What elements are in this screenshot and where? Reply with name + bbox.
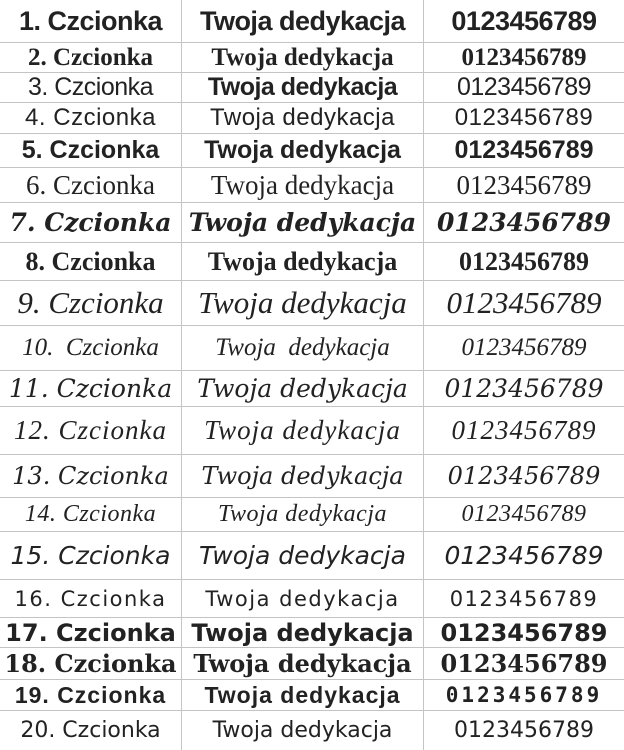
font-sample-label: 1. Czcionka (0, 0, 182, 42)
font-sample-label: 20. Czcionka (0, 711, 182, 750)
font-row-14 (0, 498, 624, 532)
dedication-sample: Twoja dedykacja (182, 532, 424, 579)
font-sample-label: 9. Czcionka (0, 281, 182, 325)
font-row-17 (0, 618, 624, 648)
digits-sample: 0123456789 (447, 462, 601, 490)
dedication-sample: Twoja dedykacja (182, 134, 424, 167)
digits-sample: 0123456789 (445, 683, 603, 707)
font-sample-label: 7. Czcionka (0, 203, 182, 242)
font-row-6 (0, 168, 624, 203)
dedication-sample: Twoja dedykacja (182, 168, 424, 202)
dedication-sample: Twoja dedykacja (182, 371, 424, 406)
font-row-9 (0, 281, 624, 326)
dedication-sample: Twoja dedykacja (182, 326, 424, 370)
dedication-sample: Twoja dedykacja (182, 43, 424, 72)
font-sample-label: 12. Czcionka (0, 407, 182, 454)
font-sample-label: 11. Czcionka (0, 371, 182, 406)
font-sample-label: 14. Czcionka (0, 498, 182, 531)
font-sample-label: 5. Czcionka (0, 134, 182, 167)
digits-sample: 0123456789 (444, 374, 604, 403)
dedication-sample: Twoja dedykacja (182, 711, 424, 750)
dedication-sample: Twoja dedykacja (182, 0, 424, 42)
font-row-5 (0, 134, 624, 168)
digits-sample: 0123456789 (461, 334, 587, 361)
dedication-sample: Twoja dedykacja (182, 103, 424, 133)
digits-sample: 0123456789 (446, 285, 602, 320)
dedication-sample: Twoja dedykacja (182, 281, 424, 325)
digits-sample: 0123456789 (456, 73, 592, 101)
digits-sample: 0123456789 (449, 586, 599, 611)
font-row-16 (0, 580, 624, 618)
font-row-13 (0, 455, 624, 498)
digits-sample: 0123456789 (461, 43, 587, 71)
dedication-sample: Twoja dedykacja (182, 73, 424, 102)
font-sample-label: 17. Czcionka (0, 618, 182, 647)
font-row-7 (0, 203, 624, 243)
digits-sample: 0123456789 (454, 136, 594, 164)
font-sample-label: 18. Czcionka (0, 648, 182, 679)
digits-sample: 0123456789 (454, 718, 594, 743)
dedication-sample: Twoja dedykacja (182, 498, 424, 531)
font-row-2 (0, 43, 624, 73)
digits-sample: 0123456789 (451, 5, 597, 36)
font-row-4 (0, 103, 624, 134)
dedication-sample: Twoja dedykacja (182, 455, 424, 497)
font-row-1 (0, 0, 624, 43)
font-row-3 (0, 73, 624, 103)
font-row-10 (0, 326, 624, 371)
digits-sample: 0123456789 (459, 246, 589, 276)
font-sample-label: 4. Czcionka (0, 103, 182, 133)
dedication-sample: Twoja dedykacja (182, 580, 424, 617)
dedication-sample: Twoja dedykacja (182, 407, 424, 454)
font-sample-label: 19. Czcionka (0, 680, 182, 710)
font-sample-label: 13. Czcionka (0, 455, 182, 497)
dedication-sample: Twoja dedykacja (182, 618, 424, 647)
dedication-sample: Twoja dedykacja (182, 203, 424, 242)
dedication-sample: Twoja dedykacja (182, 680, 424, 710)
font-row-8 (0, 243, 624, 281)
digits-sample: 0123456789 (440, 649, 608, 678)
dedication-sample: Twoja dedykacja (182, 243, 424, 280)
font-row-18 (0, 648, 624, 680)
font-sample-label: 15. Czcionka (0, 532, 182, 579)
font-row-12 (0, 407, 624, 455)
font-row-20 (0, 711, 624, 750)
digits-sample: 0123456789 (451, 415, 597, 445)
dedication-sample: Twoja dedykacja (182, 648, 424, 679)
font-row-19 (0, 680, 624, 711)
font-sample-label: 10. Czcionka (0, 326, 182, 370)
digits-sample: 0123456789 (440, 618, 608, 647)
font-sample-label: 16. Czcionka (0, 580, 182, 617)
digits-sample: 0123456789 (454, 104, 594, 131)
digits-sample: 0123456789 (461, 501, 587, 527)
digits-sample: 0123456789 (437, 208, 611, 237)
digits-sample: 0123456789 (456, 169, 592, 200)
font-sample-label: 2. Czcionka (0, 43, 182, 72)
font-sample-label: 8. Czcionka (0, 243, 182, 280)
font-row-11 (0, 371, 624, 407)
font-row-15 (0, 532, 624, 580)
font-sample-label: 3. Czcionka (0, 73, 182, 102)
font-sample-label: 6. Czcionka (0, 168, 182, 202)
digits-sample: 0123456789 (444, 541, 604, 570)
